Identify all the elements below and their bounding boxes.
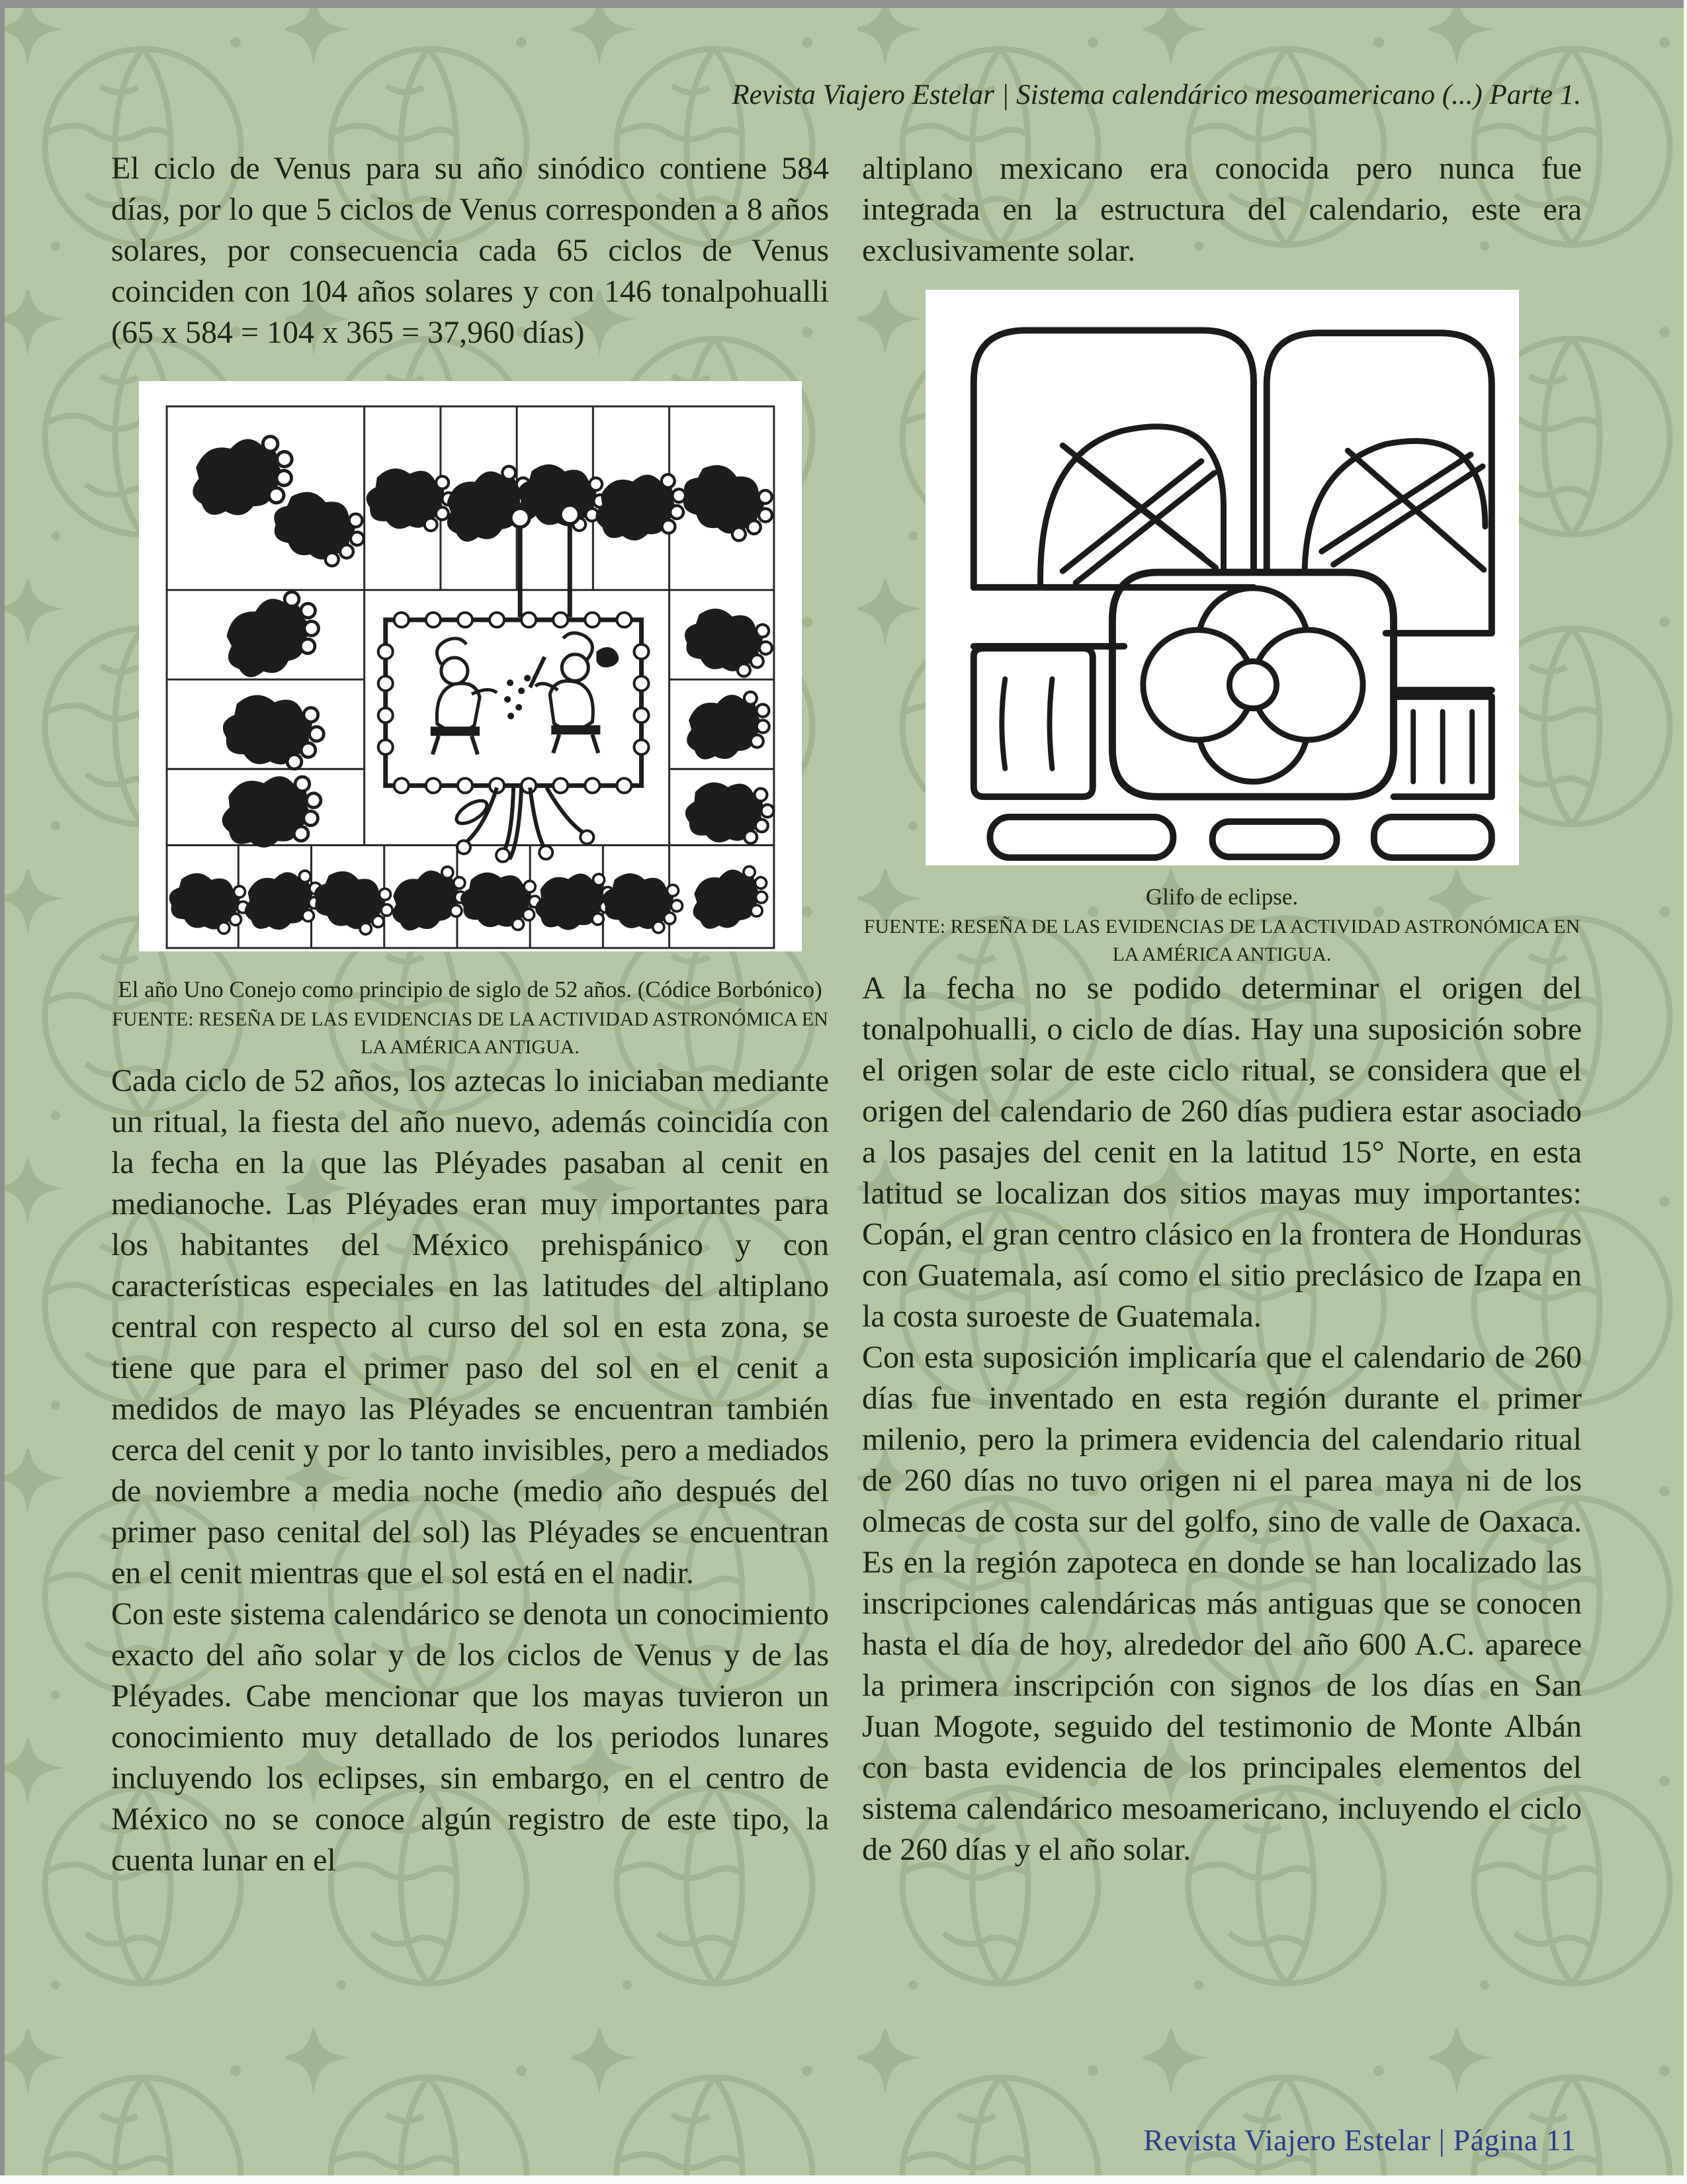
body-paragraph: Con esta suposición implicaría que el calendario de 260 días fue inventado en esta región durante el primer milenio, pero la primera evidencia del calendario ritual de 260 días no tuvo origen ni el parea maya ni de los olmecas de costa sur del golfo, sino de valle de Oaxaca. Es en la región zapoteca en donde se han localizado las inscripciones calendáricas más antiguas que se conocen hasta el día de hoy, alrededor del año 600 A.C. aparece la primera inscripción con signos de los días en San Juan Mogote, seguido del testimonio de Monte Albán con basta evidencia de los principales elementos del sistema calendárico mesoamericano, incluyendo el ciclo de 260 días y el año solar.: [862, 1340, 1582, 1868]
article-column-left: [111, 148, 829, 1881]
codice-borbonico-figure: [139, 381, 802, 951]
eclipse-glyph-image: [926, 290, 1519, 865]
page-border-bottom: [0, 2175, 1687, 2184]
body-paragraph: A la fecha no se podido determinar el origen del tonalpohualli, o ciclo de días. Hay una suposición sobre el origen solar de este ciclo ritual, se considera que el origen del calendario de 260 días pudiera estar asociado a los pasajes del cenit en la latitud 15° Norte, en esta latitud se localizan dos sitios mayas muy importantes: Copán, el gran centro clásico en la frontera de Honduras con Guatemala, así como el sitio preclásico de Izapa en la costa suroeste de Guatemala.: [862, 971, 1582, 1334]
figure-caption-title: Glifo de eclipse.: [1145, 884, 1299, 910]
running-header: Revista Viajero Estelar | Sistema calendárico mesoamericano (...) Parte 1.: [732, 79, 1581, 110]
page-border-left: [0, 0, 5, 2184]
body-paragraph: altiplano mexicano era conocida pero nunca fue integrada en la estructura del calendario, este era exclusivamente solar.: [862, 151, 1582, 268]
page-border-right: [1684, 0, 1687, 2184]
page-footer: Revista Viajero Estelar | Página 11: [1143, 2123, 1576, 2157]
body-paragraph: Cada ciclo de 52 años, los aztecas lo iniciaban mediante un ritual, la fiesta del año nuevo, además coincidía con la fecha en la que las Pléyades pasaban al cenit en medianoche. Las Pléyades eran muy importantes para los habitantes del México prehispánico y con características especiales en las latitudes del altiplano central con respecto al curso del sol en esta zona, se tiene que para el primer paso del sol en el cenit a medidos de mayo las Pléyades se encuentran también cerca del cenit y por lo tanto invisibles, pero a mediados de noviembre a media noche (medio año después del primer paso cenital del sol) las Pléyades se encuentran en el cenit mientras que el sol está en el nadir.: [111, 1063, 829, 1591]
page-border-top: [0, 0, 1687, 8]
body-paragraph: Con este sistema calendárico se denota un conocimiento exacto del año solar y de los ciclos de Venus y de las Pléyades. Cabe mencionar que los mayas tuvieron un conocimiento muy detallado de los periodos lunares incluyendo los eclipses, sin embargo, en el centro de México no se conoce algún registro de este tipo, la cuenta lunar en el: [111, 1596, 829, 1878]
body-paragraph: El ciclo de Venus para su año sinódico contiene 584 días, por lo que 5 ciclos de Venus corresponden a 8 años solares, por consecuencia cada 65 ciclos de Venus coinciden con 104 años solares y con 146 tonalpohualli (65 x 584 = 104 x 365 = 37,960 días): [111, 151, 829, 350]
figure-caption-source: FUENTE: RESEÑA DE LAS EVIDENCIAS DE LA ACTIVIDAD ASTRONÓMICA EN LA AMÉRICA ANTIGUA.: [863, 916, 1580, 965]
article-column-right: [862, 148, 1582, 1870]
codice-borbonico-image: [139, 381, 802, 951]
figure-caption-source: FUENTE: RESEÑA DE LAS EVIDENCIAS DE LA ACTIVIDAD ASTRONÓMICA EN LA AMÉRICA ANTIGUA.: [112, 1008, 828, 1058]
figure-caption-title: El año Uno Conejo como principio de siglo de 52 años. (Códice Borbónico): [118, 977, 822, 1002]
eclipse-glyph-figure: [926, 290, 1519, 865]
